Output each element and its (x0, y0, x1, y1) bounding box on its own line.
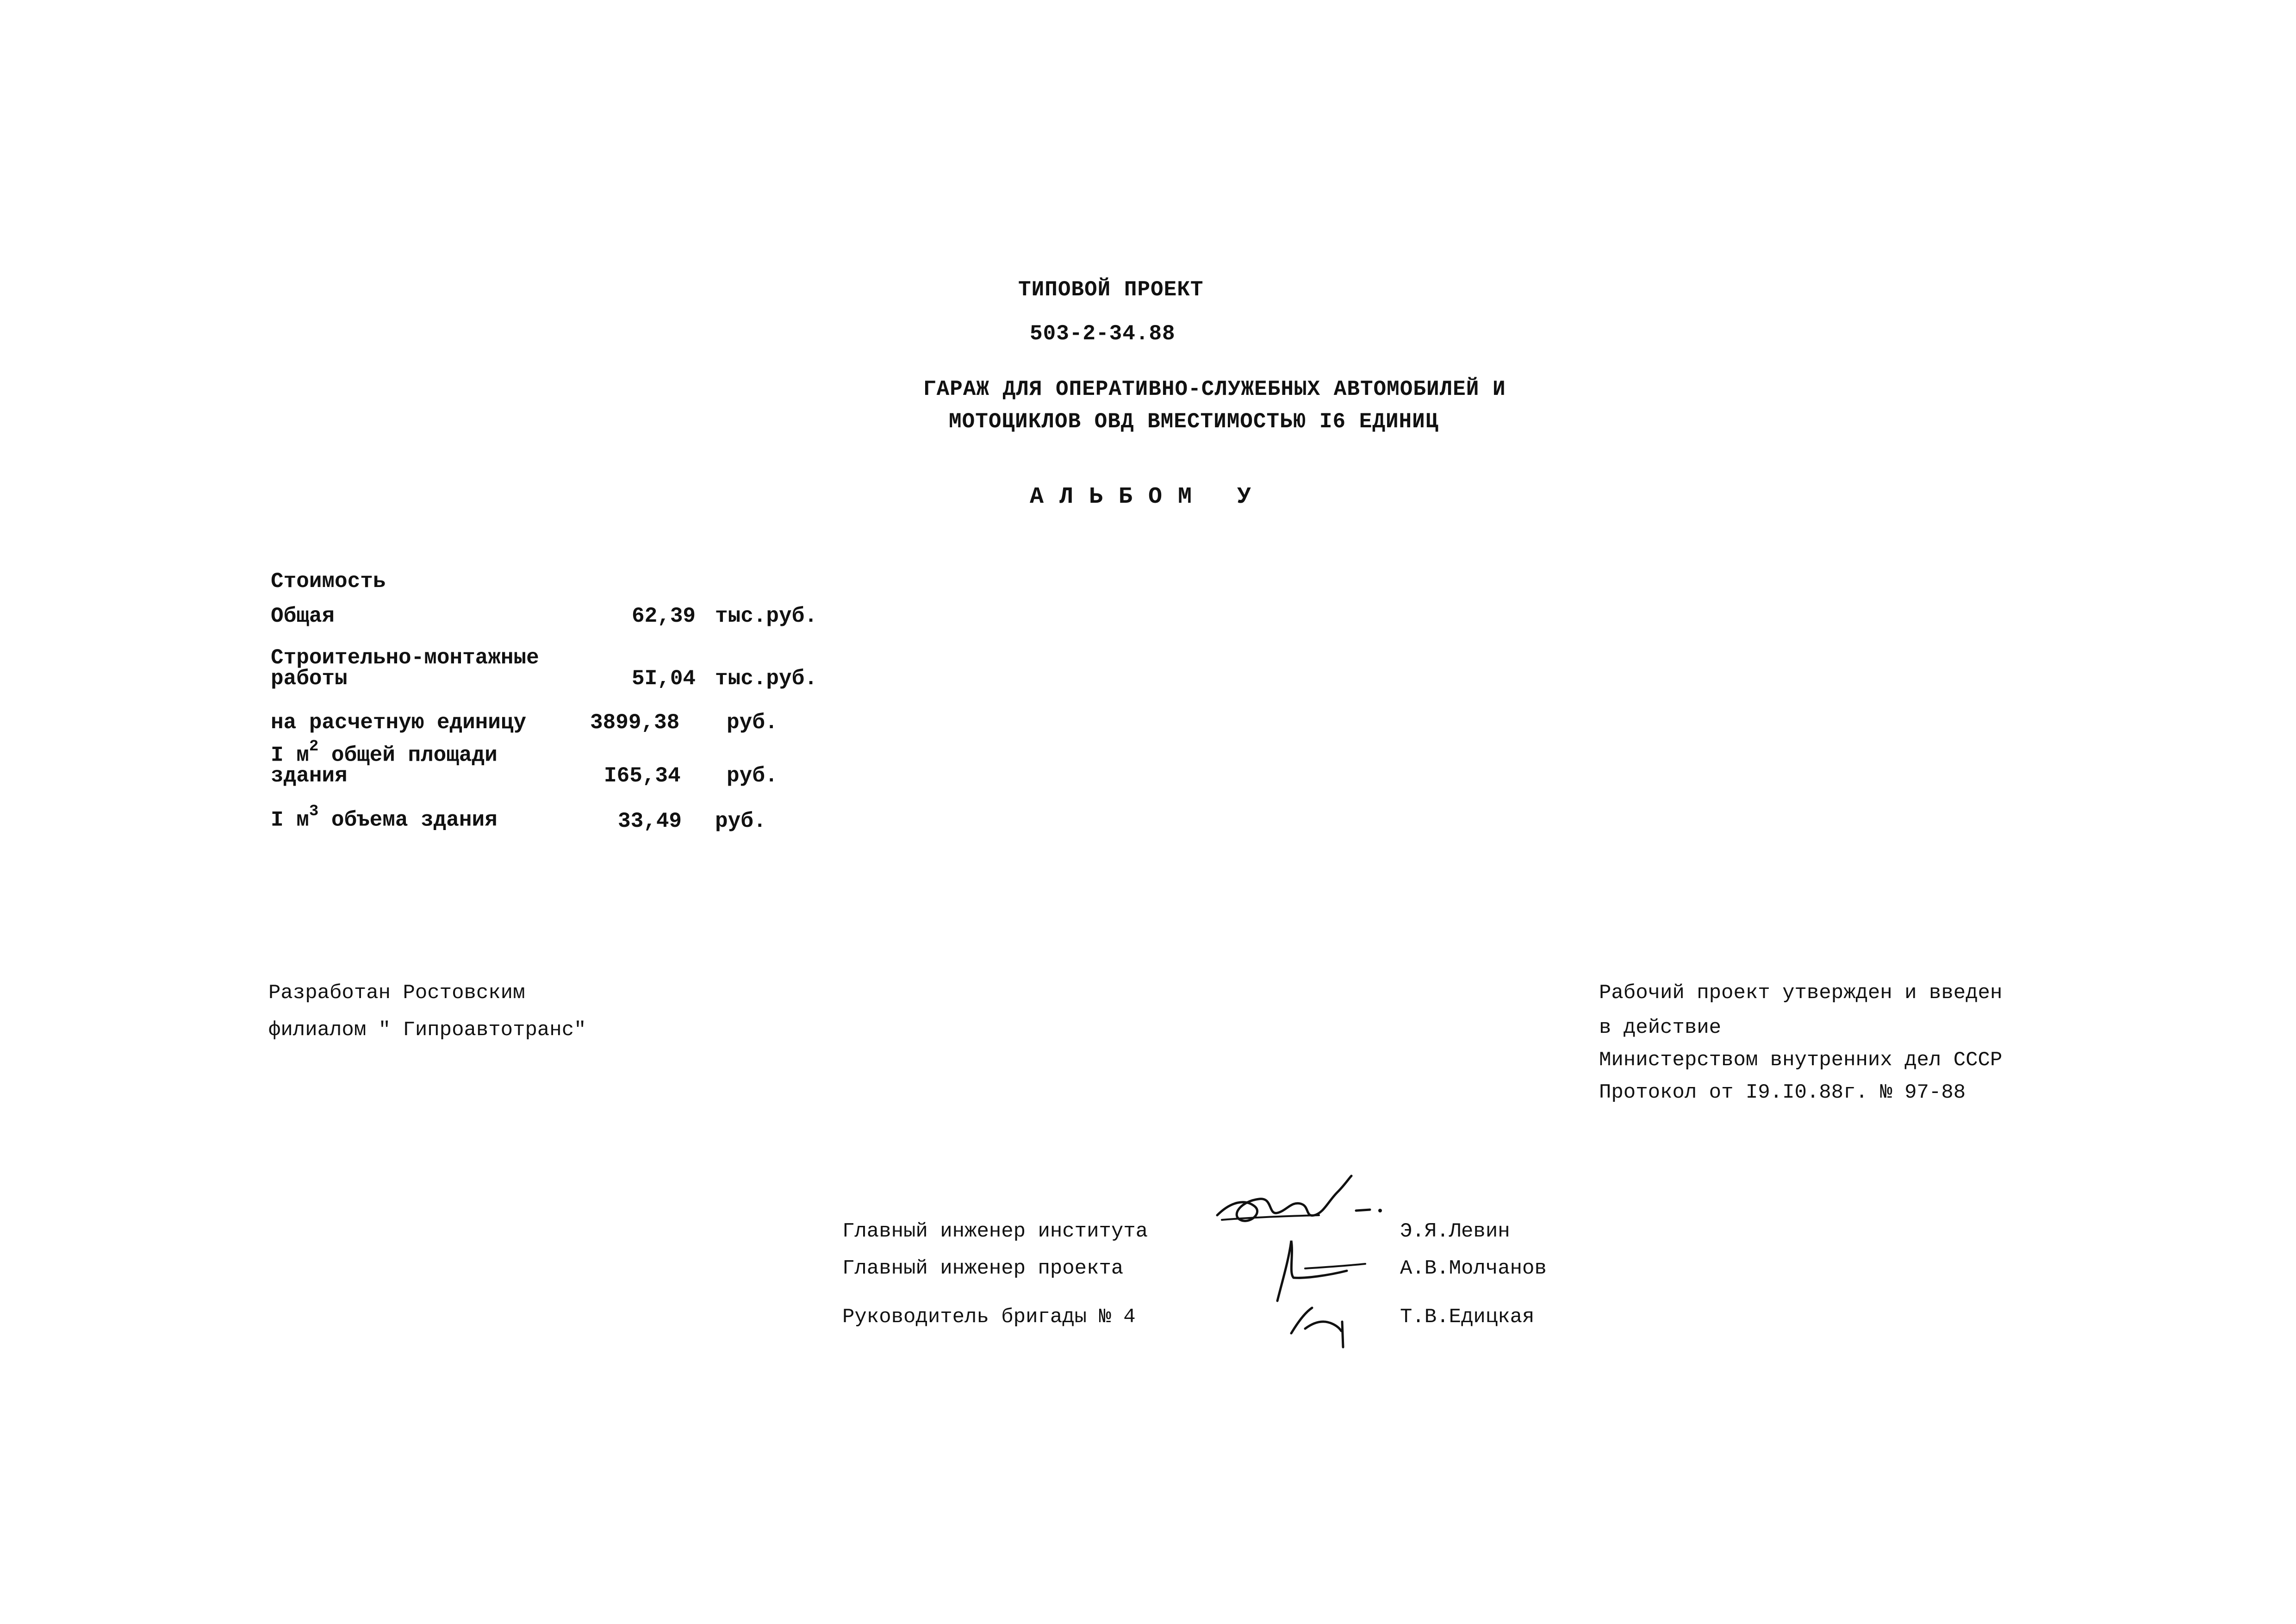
cost-unit: руб. (727, 711, 778, 735)
cost-value: 5I,04 (632, 667, 696, 691)
cost-value: 33,49 (618, 809, 682, 833)
cost-value: I65,34 (604, 764, 681, 788)
document-type: ТИПОВОЙ ПРОЕКТ (1018, 278, 1204, 302)
cost-value: 3899,38 (590, 711, 680, 735)
cost-label-line2: работы (271, 667, 348, 691)
signatory-position: Руководитель бригады № 4 (842, 1305, 1136, 1329)
signatory-name: Т.В.Едицкая (1400, 1305, 1535, 1329)
project-number: 503-2-34.88 (1030, 322, 1176, 346)
signature-levin (1213, 1174, 1384, 1234)
cost-value: 62,39 (632, 604, 696, 628)
developer-line: Разработан Ростовским (268, 981, 525, 1005)
approval-line: Министерством внутренних дел СССР (1599, 1049, 2003, 1072)
cost-label: I $м^2$ общей площади (271, 738, 498, 768)
cost-label: Строительно-монтажные (271, 646, 539, 670)
cost-unit: руб. (727, 764, 778, 788)
cost-label: I $м^3$ объема здания (271, 803, 498, 832)
developer-line: филиалом " Гипроавтотранс" (268, 1018, 586, 1042)
approval-line: Рабочий проект утвержден и введен (1599, 981, 2003, 1005)
signatory-position: Главный инженер проекта (842, 1257, 1124, 1280)
approval-line: Протокол от I9.I0.88г. № 97-88 (1599, 1081, 1966, 1104)
cost-unit: руб. (715, 809, 766, 833)
signature-molchanov (1250, 1231, 1379, 1305)
cost-heading: Стоимость (271, 569, 386, 593)
cost-unit: тыс.руб. (715, 667, 817, 691)
cost-label: на расчетную единицу (271, 711, 527, 735)
signatory-name: Э.Я.Левин (1400, 1220, 1510, 1243)
signatory-name: А.В.Молчанов (1400, 1257, 1547, 1280)
cost-label: Общая (271, 604, 335, 628)
album-label: АЛЬБОМ У (1030, 484, 1267, 510)
project-title-line1: ГАРАЖ ДЛЯ ОПЕРАТИВНО-СЛУЖЕБНЫХ АВТОМОБИЛЕЙ И (923, 377, 1506, 401)
signatory-position: Главный инженер института (842, 1220, 1148, 1243)
approval-line: в действие (1599, 1016, 1722, 1039)
signature-editskaya (1287, 1296, 1361, 1352)
cost-label-line2: здания (271, 764, 348, 788)
cost-unit: тыс.руб. (715, 604, 817, 628)
project-title-line2: МОТОЦИКЛОВ ОВД ВМЕСТИМОСТЬЮ I6 ЕДИНИЦ (949, 410, 1439, 434)
